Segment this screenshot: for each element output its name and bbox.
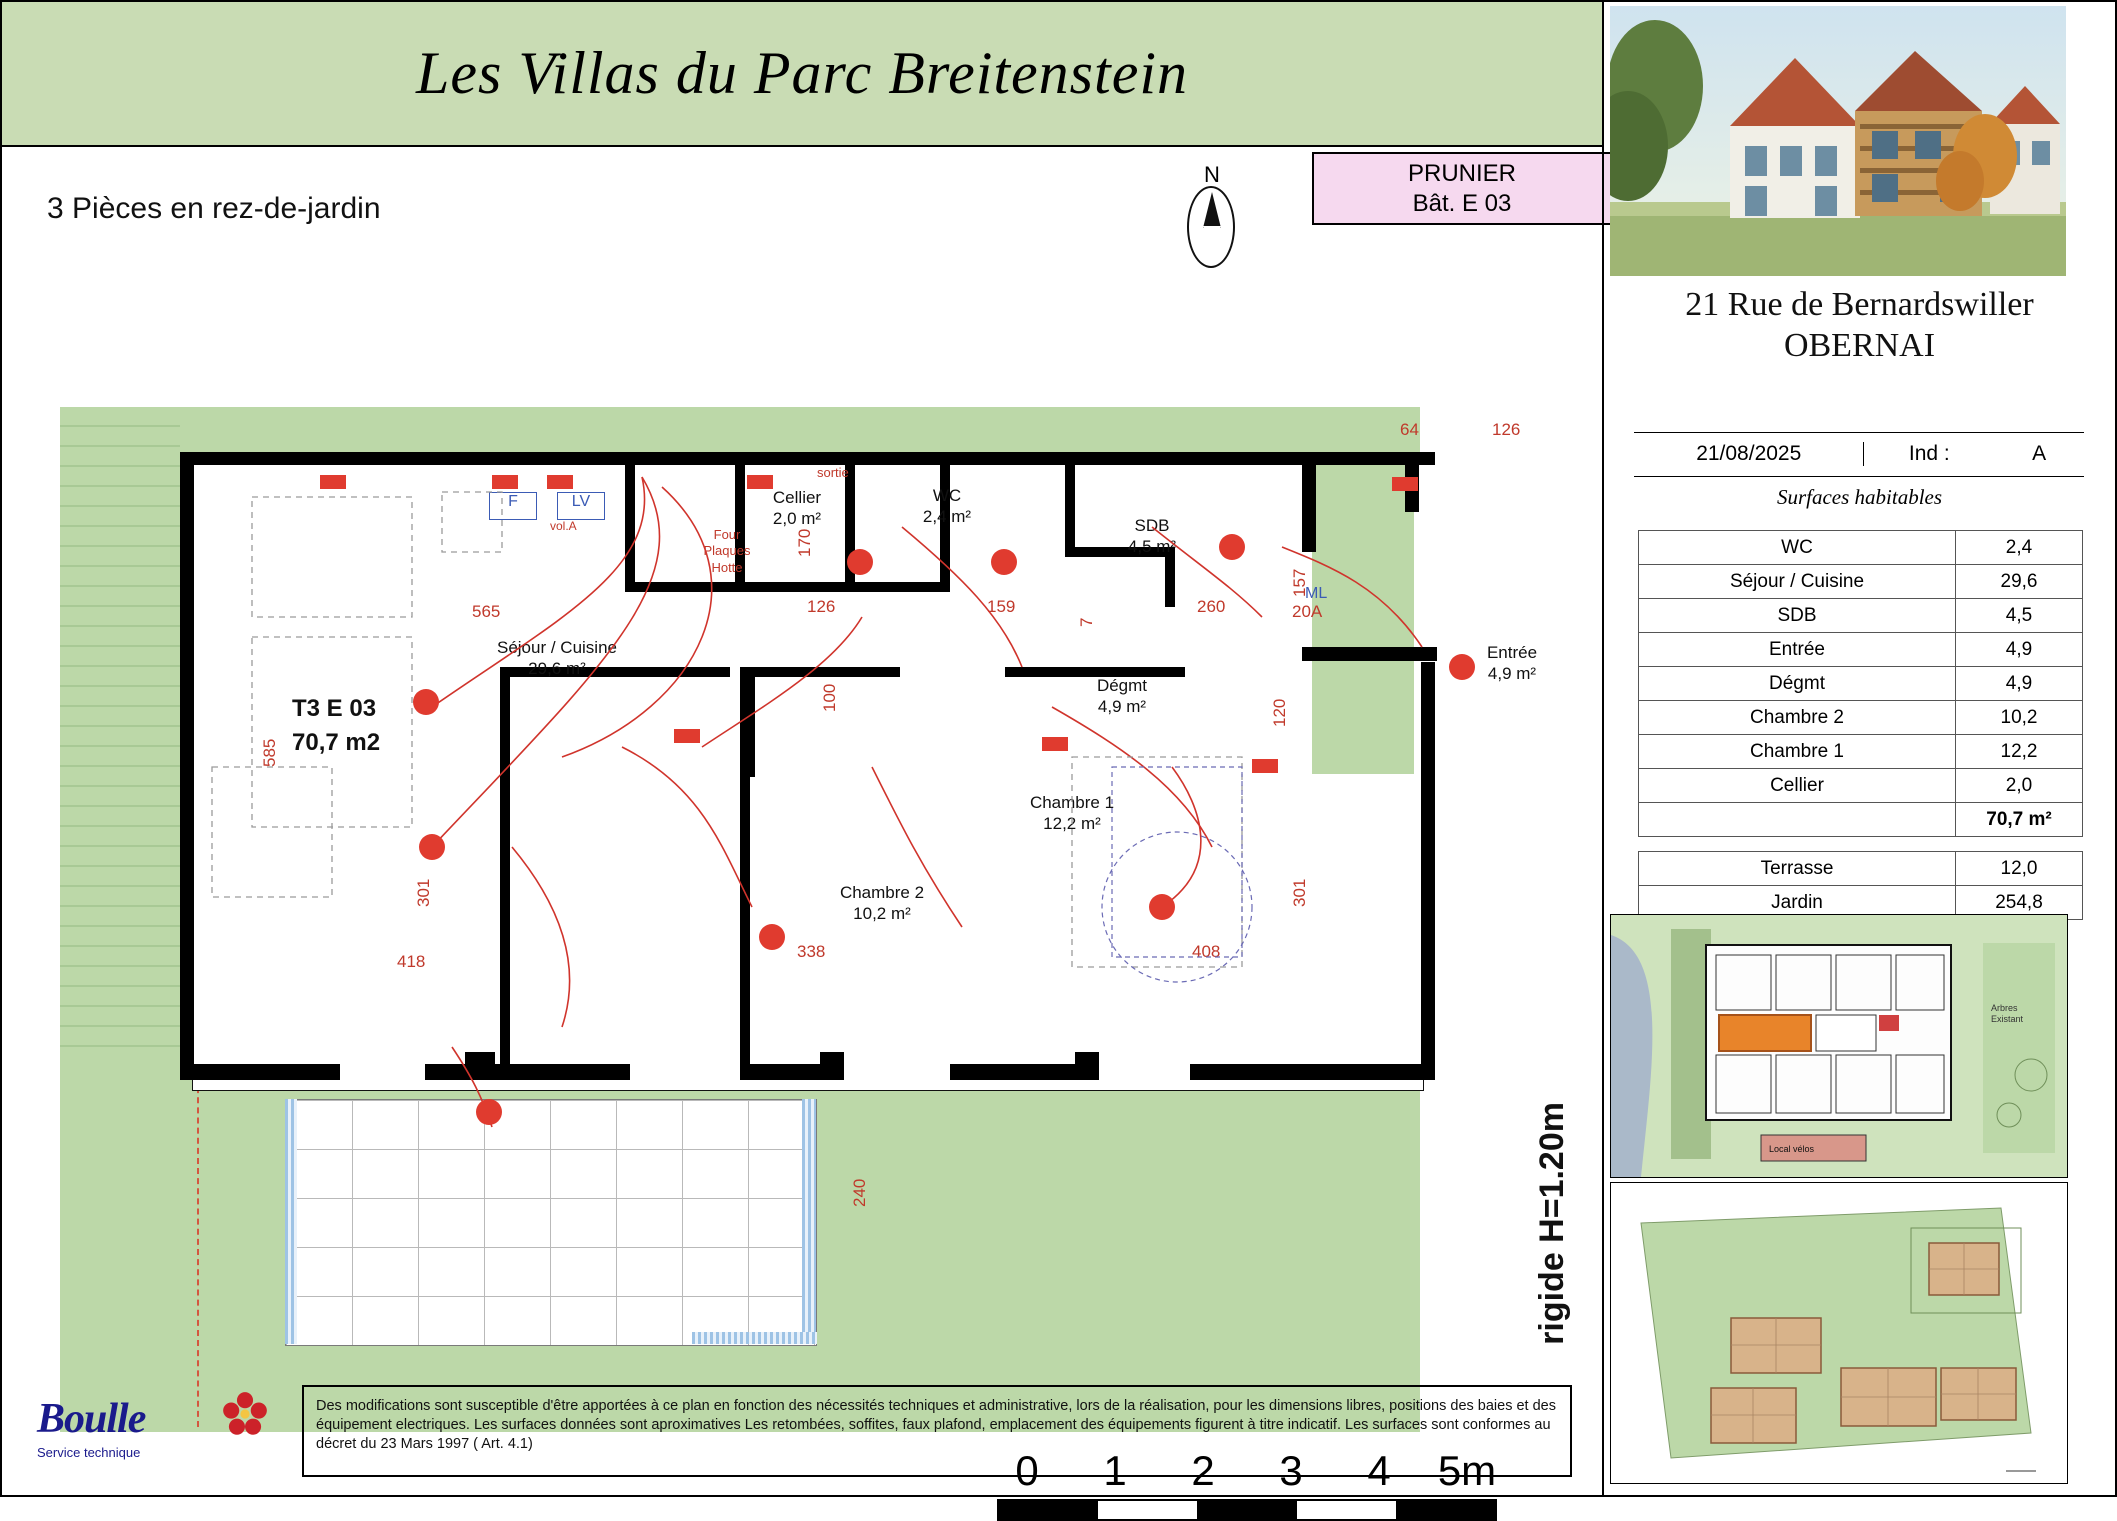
wall-chambre1-top-left [740, 667, 900, 677]
surface-value: 12,2 [1956, 735, 2083, 769]
terrace-edge-right [802, 1099, 816, 1344]
surface-name: WC [1639, 531, 1956, 565]
surface-value: 4,9 [1956, 667, 2083, 701]
wall-chambre1-left [745, 667, 755, 777]
dim-100: 100 [820, 683, 839, 712]
table-row [1639, 531, 2083, 565]
total-value: 70,7 m² [1956, 803, 2083, 837]
scale-tick-5: 5m [1437, 1447, 1497, 1494]
scale-tick-1: 1 [1103, 1447, 1127, 1494]
surface-name: Chambre 1 [1639, 735, 1956, 769]
wall-cellier-left2 [625, 452, 635, 592]
header-band [2, 2, 1602, 147]
company-logo [37, 1395, 247, 1460]
surface-value: 2,4 [1956, 531, 2083, 565]
dim-418: 418 [397, 952, 426, 971]
table-row [1639, 667, 2083, 701]
dim-170: 170 [795, 528, 814, 557]
surface-name: Entrée [1639, 633, 1956, 667]
ind-label: Ind : [1863, 442, 1994, 466]
wall-top [180, 452, 1435, 465]
dim-301: 301 [414, 878, 433, 907]
compass-icon [1195, 192, 1229, 262]
plan-area [2, 147, 1602, 1495]
dim-64: 64 [1400, 420, 1419, 439]
footer [27, 1377, 1582, 1485]
info-panel [1602, 2, 2115, 1495]
appliance-f: F [489, 492, 537, 520]
address-line-1: 21 Rue de Bernardswiller [1685, 286, 2034, 323]
project-address [1604, 284, 2115, 367]
wall-bottom-6 [950, 1064, 1095, 1080]
dim-565: 565 [472, 602, 501, 621]
dim-585: 585 [260, 738, 279, 767]
masterplan-thumbnail[interactable] [1610, 914, 2068, 1178]
wall-right-lower [1421, 662, 1435, 1072]
dim-126: 126 [807, 597, 836, 616]
surface-value: 10,2 [1956, 701, 2083, 735]
extra-value: 254,8 [1956, 886, 2083, 920]
page-title: Les Villas du Parc Breitenstein [415, 40, 1188, 106]
room-label-entree: Entrée 4,9 m² [1486, 643, 1538, 684]
total-name [1639, 803, 1956, 837]
north-arrow [1177, 162, 1247, 267]
disclaimer-text: Des modifications sont susceptible d'être apportées à ce plan en fonction des nécessités techniques et administrative, lors de la réalisation, pour les dimensions libres, positions des baies et des équipement electriques. Les surfaces données sont aproximatives Les retombées, soffites, faux plafond, emplacement des équipements figurent à titre indicatif. Les surfaces sont conformes au décret du 23 Mars 1997 ( Art. 4.1) [302, 1385, 1572, 1477]
room-label-sejour: Séjour / Cuisine 29,6 m² [496, 638, 617, 679]
table-row [1639, 701, 2083, 735]
wall-bottom-5 [740, 1064, 830, 1080]
address-line-2: OBERNAI [1783, 327, 1936, 365]
sitemap-thumbnail[interactable] [1610, 1182, 2068, 1484]
dim-338: 338 [797, 942, 826, 961]
svg-text:Existant: Existant [1991, 1014, 2024, 1024]
room-label-cellier: Cellier 2,0 m² [772, 488, 822, 529]
date-ind-row [1634, 442, 2084, 466]
wall-chambre2-left [500, 667, 510, 1067]
table-spacer [1639, 837, 2083, 852]
appliance-vola: vol.A [550, 519, 577, 533]
wall-bottom-pier3 [1075, 1052, 1099, 1080]
property-limit-line [197, 1077, 199, 1427]
surfaces-table [1638, 530, 2083, 920]
appliance-lv: LV [557, 492, 605, 520]
room-label-wc: WC 2,4 m² [922, 486, 972, 527]
dim-126b: 126 [1492, 420, 1521, 439]
surfaces-title: Surfaces habitables [1776, 485, 1943, 509]
table-row [1639, 852, 2083, 886]
lot-name: PRUNIER [1407, 159, 1516, 187]
plan-subtitle: 3 Pièces en rez-de-jardin [47, 192, 381, 225]
svg-text:Arbres: Arbres [1991, 1003, 2018, 1013]
logo-text: Boulle [37, 1396, 146, 1442]
logo-subtext: Service technique [37, 1445, 141, 1460]
lot-badge [1312, 152, 1612, 225]
wall-bottom-1 [180, 1064, 340, 1080]
ind-value: A [2032, 442, 2047, 465]
dim-301b: 301 [1290, 878, 1309, 907]
north-letter: N [1204, 162, 1220, 187]
surface-value: 2,0 [1956, 769, 2083, 803]
room-label-chambre2: Chambre 2 10,2 m² [839, 883, 925, 924]
ml-note: ML [1305, 585, 1328, 602]
wall-sdb-right [1065, 452, 1075, 552]
surface-value: 4,9 [1956, 633, 2083, 667]
table-row [1639, 633, 2083, 667]
surface-name: SDB [1639, 599, 1956, 633]
extra-name: Terrasse [1639, 852, 1956, 886]
surface-name: Chambre 2 [1639, 701, 1956, 735]
divider-top [1634, 432, 2084, 433]
table-row [1639, 565, 2083, 599]
dim-157: 157 [1290, 568, 1309, 597]
wall-right-upper-inner [1302, 452, 1316, 552]
dim-260: 260 [1197, 597, 1226, 616]
surface-value: 4,5 [1956, 599, 2083, 633]
dim-408: 408 [1192, 942, 1221, 961]
kitchen-notes: Four Plaques Hotte [703, 527, 751, 575]
scale-tick-3: 3 [1279, 1447, 1303, 1494]
scale-track [997, 1499, 1497, 1521]
divider-mid [1634, 476, 2084, 477]
room-label-sdb: SDB 4,5 m² [1127, 516, 1177, 557]
dim-159: 159 [987, 597, 1016, 616]
scale-tick-4: 4 [1367, 1447, 1391, 1494]
dim-7: 7 [1077, 617, 1096, 627]
table-row [1639, 735, 2083, 769]
type-label: T3 E 03 70,7 m2 [292, 695, 381, 756]
surface-name: Séjour / Cuisine [1639, 565, 1956, 599]
wall-bottom-pier2 [820, 1052, 844, 1080]
exit-note: sortie [817, 465, 849, 480]
surface-value: 29,6 [1956, 565, 2083, 599]
table-row [1639, 769, 2083, 803]
terrace-edge-left [285, 1099, 297, 1344]
wall-notch-bottom [1302, 647, 1437, 661]
extra-name: Jardin [1639, 886, 1956, 920]
table-row [1639, 599, 2083, 633]
wall-bottom-7 [1190, 1064, 1420, 1080]
dim-20A: 20A [1292, 602, 1323, 621]
room-label-chambre1: Chambre 1 12,2 m² [1029, 793, 1115, 834]
extra-value: 12,0 [1956, 852, 2083, 886]
flower-icon [222, 1391, 268, 1437]
dim-120: 120 [1270, 698, 1289, 727]
wall-bottom-4 [465, 1064, 630, 1080]
scale-tick-2: 2 [1191, 1447, 1215, 1494]
wall-entry-left [1405, 452, 1419, 512]
surface-name: Cellier [1639, 769, 1956, 803]
lot-building: Bât. E 03 [1412, 189, 1512, 217]
surface-name: Dégmt [1639, 667, 1956, 701]
scale-tick-0: 0 [1015, 1447, 1039, 1494]
svg-text:Local vélos: Local vélos [1769, 1144, 1815, 1154]
room-label-degmt: Dégmt 4,9 m² [1096, 676, 1148, 717]
garden-hatch [60, 407, 180, 1047]
fence-note: rigide H=1.20m [1533, 1102, 1571, 1345]
wall-sdb-bottom [845, 582, 940, 592]
terrace-edge-bottom [692, 1332, 817, 1344]
wall-left [180, 452, 194, 1080]
plan-date: 21/08/2025 [1696, 442, 1802, 465]
terrace-grid [285, 1099, 817, 1346]
dim-240: 240 [850, 1178, 869, 1207]
table-row-total [1639, 803, 2083, 837]
building-render [1610, 6, 2066, 276]
